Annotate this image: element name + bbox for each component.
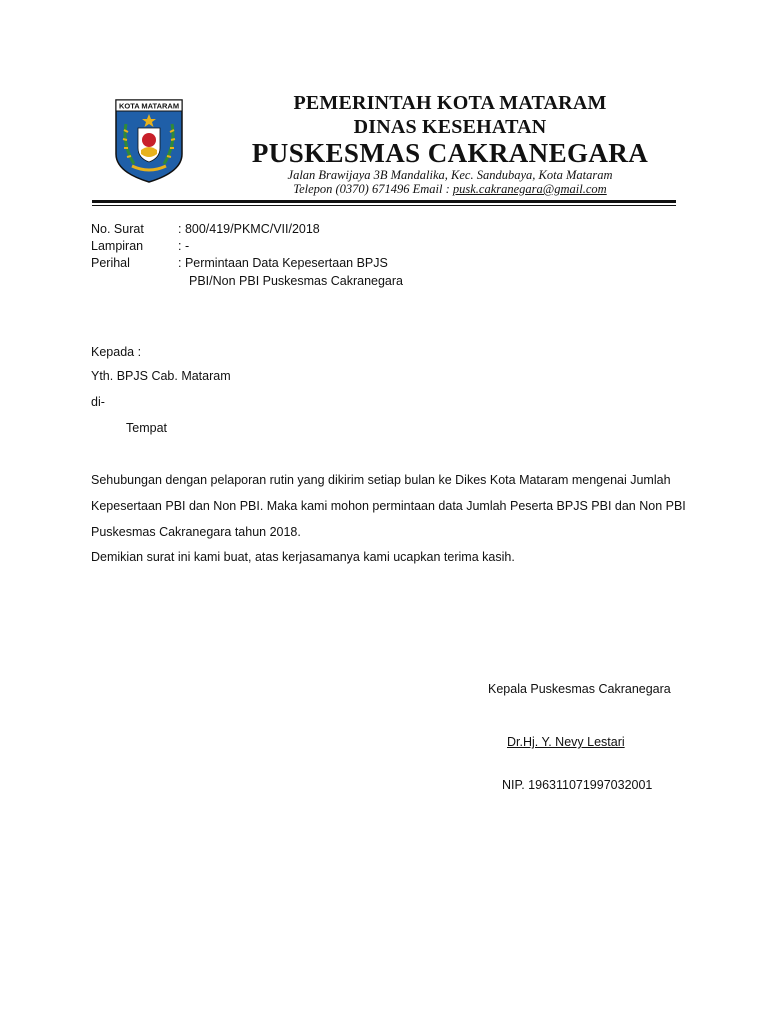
body-line-1: Sehubungan dengan pelaporan rutin yang dikirim setiap bulan ke Dikes Kota Mataram mengenai Jumlah xyxy=(91,473,671,487)
recipient-di: di- xyxy=(91,395,105,409)
letterhead-department: DINAS KESEHATAN xyxy=(353,116,547,138)
city-emblem-logo xyxy=(114,98,184,184)
recipient-kepada: Kepada : xyxy=(91,345,142,359)
body-line-2: Kepesertaan PBI dan Non PBI. Maka kami mohon permintaan data Jumlah Peserta BPJS PBI dan Non PBI xyxy=(91,499,686,513)
signature-title: Kepala Puskesmas Cakranegara xyxy=(488,682,671,696)
letterhead-contact xyxy=(200,182,700,197)
letterhead-email: pusk.cakranegara@gmail.com xyxy=(452,182,607,196)
letterhead-divider-thick xyxy=(92,200,676,203)
recipient-name: Yth. BPJS Cab. Mataram xyxy=(91,369,231,383)
letterhead-phone: Telepon (0370) 671496 Email : xyxy=(293,182,453,196)
lampiran-value: : - xyxy=(178,239,190,253)
perihal-value: : Permintaan Data Kepesertaan BPJS xyxy=(178,256,388,270)
letterhead-government: PEMERINTAH KOTA MATARAM xyxy=(293,92,607,114)
perihal-label: Perihal xyxy=(91,256,130,270)
recipient-tempat: Tempat xyxy=(126,421,167,435)
closing-line: Demikian surat ini kami buat, atas kerjasamanya kami ucapkan terima kasih. xyxy=(91,550,515,564)
letterhead-institution: PUSKESMAS CAKRANEGARA xyxy=(251,138,649,168)
perihal-value-continued: PBI/Non PBI Puskesmas Cakranegara xyxy=(189,274,403,288)
signature-nip: NIP. 196311071997032001 xyxy=(502,778,653,792)
body-line-3: Puskesmas Cakranegara tahun 2018. xyxy=(91,525,301,539)
no-surat-label: No. Surat xyxy=(91,222,144,236)
letterhead-divider-thin xyxy=(92,205,676,206)
letterhead-address: Jalan Brawijaya 3B Mandalika, Kec. Sandubaya, Kota Mataram xyxy=(287,168,613,182)
signature-name: Dr.Hj. Y. Nevy Lestari xyxy=(507,735,625,749)
no-surat-value: : 800/419/PKMC/VII/2018 xyxy=(178,222,320,236)
lampiran-label: Lampiran xyxy=(91,239,144,253)
logo-label: KOTA MATARAM xyxy=(118,101,180,111)
